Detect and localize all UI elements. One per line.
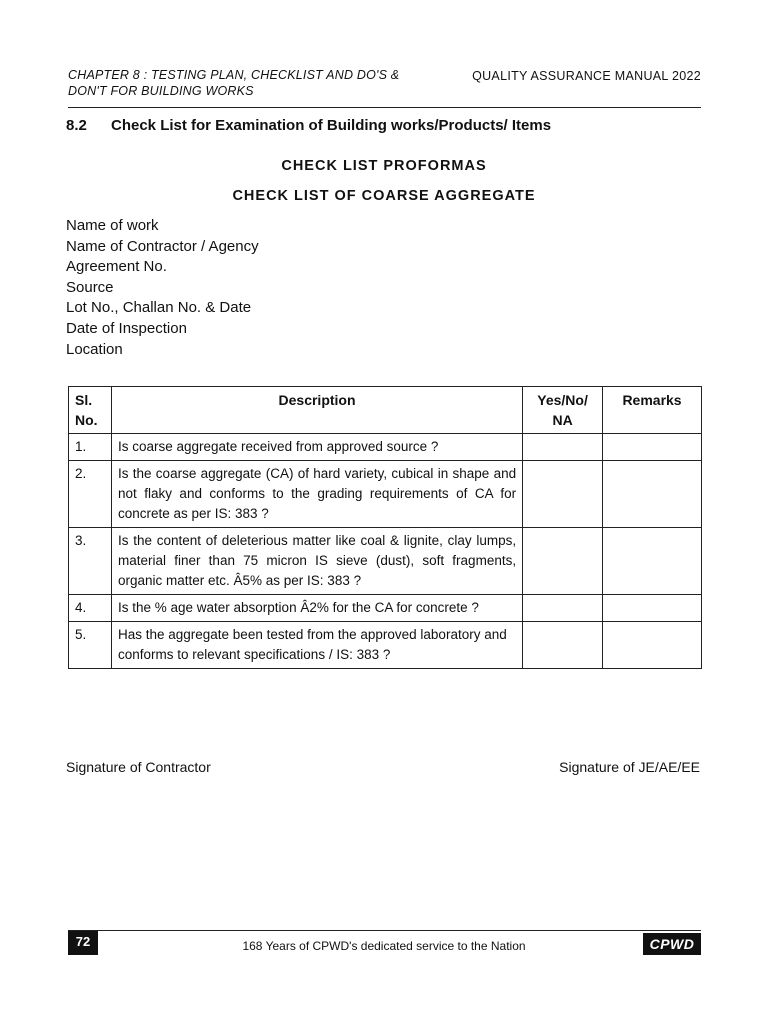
field-location: Location bbox=[66, 340, 123, 358]
manual-title: QUALITY ASSURANCE MANUAL 2022 bbox=[472, 69, 701, 83]
row-sl: 5. bbox=[69, 622, 112, 669]
row-remarks-cell[interactable] bbox=[603, 528, 702, 595]
section-title: Check List for Examination of Building works/Products/ Items bbox=[111, 117, 552, 134]
header-remarks: Remarks bbox=[603, 387, 702, 434]
table-row bbox=[69, 434, 702, 461]
table-row bbox=[69, 622, 702, 669]
table-row bbox=[69, 595, 702, 622]
header-sl-no: Sl. No. bbox=[69, 387, 112, 434]
row-yes-no-cell[interactable] bbox=[523, 595, 603, 622]
row-remarks-cell[interactable] bbox=[603, 595, 702, 622]
header-description: Description bbox=[111, 387, 522, 434]
info-fields bbox=[66, 216, 259, 360]
row-sl: 1. bbox=[69, 434, 112, 461]
chapter-title: CHAPTER 8 : TESTING PLAN, CHECKLIST AND DO'S & DON'T FOR BUILDING WORKS bbox=[68, 68, 400, 98]
row-yes-no-cell[interactable] bbox=[523, 461, 603, 528]
table-header-row bbox=[69, 387, 702, 434]
row-description: Is the coarse aggregate (CA) of hard variety, cubical in shape and not flaky and conforms to the grading requirements of CA for concrete as per IS: 383 ? bbox=[111, 461, 522, 528]
row-yes-no-cell[interactable] bbox=[523, 434, 603, 461]
section-heading bbox=[66, 117, 551, 134]
row-description: Is the % age water absorption Â2% for the CA for concrete ? bbox=[111, 595, 522, 622]
row-remarks-cell[interactable] bbox=[603, 434, 702, 461]
header-divider bbox=[68, 107, 701, 108]
cpwd-logo: CPWD bbox=[643, 933, 701, 955]
section-number: 8.2 bbox=[66, 117, 87, 134]
row-sl: 3. bbox=[69, 528, 112, 595]
footer-divider bbox=[68, 930, 701, 931]
field-agreement-no: Agreement No. bbox=[66, 258, 167, 276]
proformas-title: CHECK LIST PROFORMAS bbox=[281, 158, 487, 174]
field-lot-challan: Lot No., Challan No. & Date bbox=[66, 299, 252, 317]
table-row bbox=[69, 528, 702, 595]
row-yes-no-cell[interactable] bbox=[523, 622, 603, 669]
row-description: Is coarse aggregate received from approved source ? bbox=[111, 434, 522, 461]
row-sl: 2. bbox=[69, 461, 112, 528]
page-header bbox=[68, 67, 701, 107]
row-sl: 4. bbox=[69, 595, 112, 622]
field-contractor: Name of Contractor / Agency bbox=[66, 237, 259, 255]
footer-tagline: 168 Years of CPWD's dedicated service to the Nation bbox=[242, 939, 526, 953]
checklist-table bbox=[68, 386, 702, 669]
header-yes-no-na: Yes/No/ NA bbox=[523, 387, 603, 434]
field-source: Source bbox=[66, 278, 114, 296]
contractor-signature-label: Signature of Contractor bbox=[66, 759, 211, 775]
engineer-signature-label: Signature of JE/AE/EE bbox=[559, 759, 700, 775]
table-row bbox=[69, 461, 702, 528]
checklist-title: CHECK LIST OF COARSE AGGREGATE bbox=[232, 188, 536, 204]
page-number: 72 bbox=[68, 931, 98, 955]
row-yes-no-cell[interactable] bbox=[523, 528, 603, 595]
row-remarks-cell[interactable] bbox=[603, 622, 702, 669]
row-description: Has the aggregate been tested from the approved laboratory and conforms to relevant specifications / IS: 383 ? bbox=[111, 622, 522, 669]
row-description: Is the content of deleterious matter like coal & lignite, clay lumps, material finer than 75 micron IS sieve (dust), soft fragments, organic matter etc. Â5% as per IS: 383 ? bbox=[111, 528, 522, 595]
row-remarks-cell[interactable] bbox=[603, 461, 702, 528]
field-name-of-work: Name of work bbox=[66, 217, 159, 234]
field-date-of-inspection: Date of Inspection bbox=[66, 319, 187, 337]
